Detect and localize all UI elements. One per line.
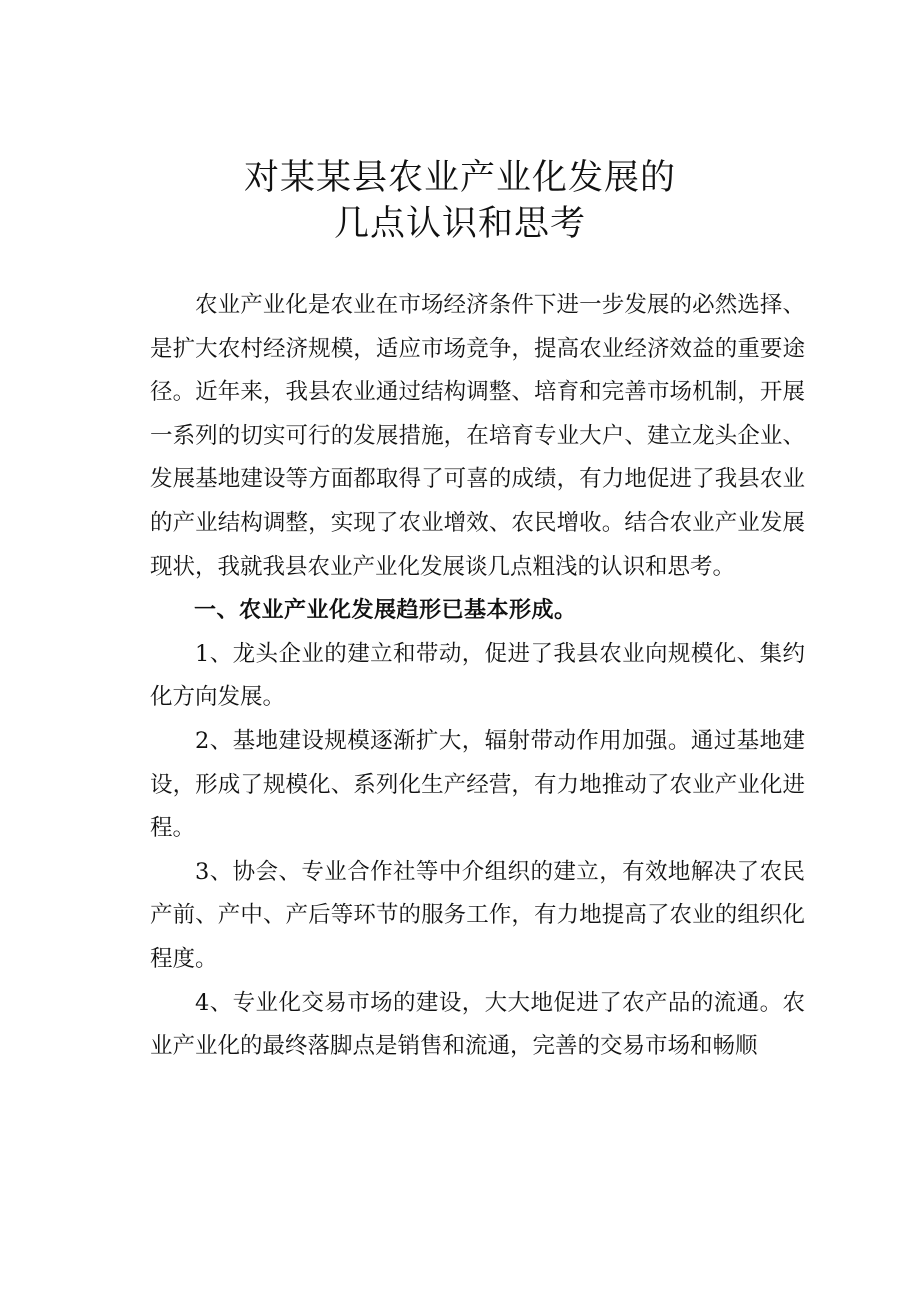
document-body [150,284,805,1069]
point-paragraph-2: 2、基地建设规模逐渐扩大，辐射带动作用加强。通过基地建设，形成了规模化、系列化生产经营，有力地推动了农业产业化进程。 [150,727,805,842]
point-paragraph-1: 1、龙头企业的建立和带动，促进了我县农业向规模化、集约化方向发展。 [150,640,805,711]
intro-paragraph: 农业产业化是农业在市场经济条件下进一步发展的必然选择、是扩大农村经济规模，适应市场竞争，提高农业经济效益的重要途径。近年来，我县农业通过结构调整、培育和完善市场机制，开展一系列的切实可行的发展措施，在培育专业大户、建立龙头企业、发展基地建设等方面都取得了可喜的成绩，有力地促进了我县农业的产业结构调整，实现了农业增效、农民增收。结合农业产业发展现状，我就我县农业产业化发展谈几点粗浅的认识和思考。 [150,292,805,580]
section-heading: 一、农业产业化发展趋形已基本形成。 [194,598,577,624]
document-title-line2: 几点认识和思考 [333,204,586,244]
document-title-line1: 对某某县农业产业化发展的 [243,158,676,198]
point-paragraph-3: 3、协会、专业合作社等中介组织的建立，有效地解决了农民产前、产中、产后等环节的服务工作，有力地提高了农业的组织化程度。 [150,858,805,972]
point-paragraph-4: 4、专业化交易市场的建设，大大地促进了农产品的流通。农业产业化的最终落脚点是销售和流通，完善的交易市场和畅顺 [150,989,805,1060]
